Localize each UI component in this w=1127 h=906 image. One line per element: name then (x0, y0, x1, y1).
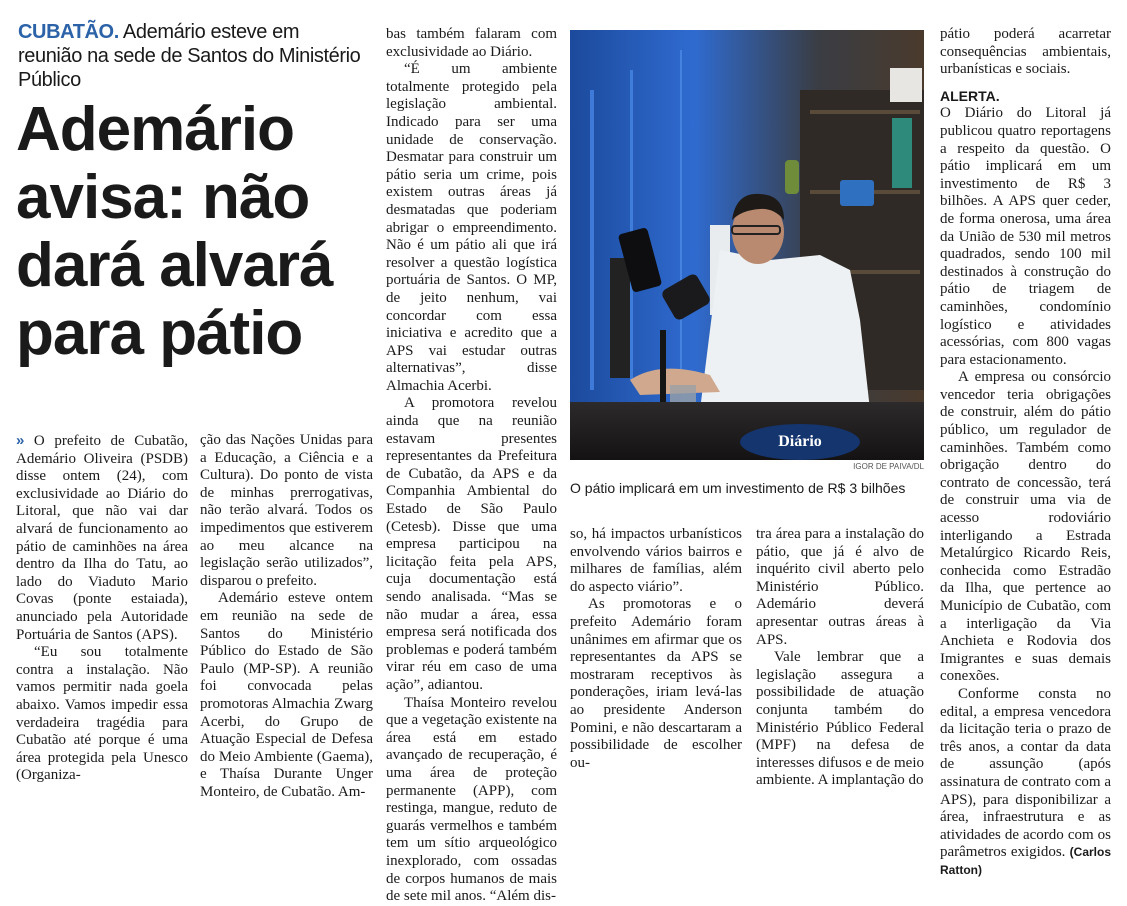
kicker-tag: CUBATÃO. (18, 21, 119, 43)
paragraph-text: O prefeito de Cubatão, Ademário Oliveira (PSDB) disse ontem (24), com exclusividade ao Diário do Litoral, que não vai dar alvará de funcionamento ao pátio de caminhões na área dentro da Ilha do Tatu, ao lado do Viaduto Mario Covas (ponte estaiada), anunciado pela Autoridade Portuária de Santos (APS). (16, 433, 189, 643)
kicker-text: Ademário esteve em reunião na sede de Santos do Ministério Público (18, 21, 361, 91)
photo-credit: IGOR DE PAIVA/DL (853, 462, 924, 471)
kicker (18, 20, 368, 92)
paragraph: “É um ambiente totalmente protegido pela legislação ambiental. Indicado para ser uma unidade de conservação. Desmatar para construir um pátio seria um crime, pois existem outras áreas já desmatadas que poderiam abrigar o empreendimento. Não é um pátio ali que irá resolver a questão logística portuária de Santos. O MP, de jeito nenhum, vai concordar com essa iniciativa e acredito que a APS vai estudar outras alternativas”, disse Almachia Acerbi. (386, 61, 557, 394)
paragraph: Thaísa Monteiro revelou que a vegetação existente na área está em estado avançado de recuperação, é uma área de proteção permanente (APP), com restinga, mangue, reduto de guarás vermelhos e também tem um sítio arqueológico inexplorado, com ossadas de corpos humanos de mais de sete mil anos. “Além dis- (386, 694, 557, 905)
byline: (Carlos Ratton) (940, 845, 1111, 877)
mug-logo-text: Diário (778, 433, 822, 450)
paragraph: A empresa ou consórcio vencedor teria obrigações de construir, além do pátio público, um regulador de caminhões. Também como obrigação dentro do contrato de concessão, terá de construir uma via de acesso rodoviário interligando a Estrada Metalúrgico Ricardo Reis, conhecida como Estradão da Ilha, que pertence ao Município de Cubatão, com a interligação da Via Anchieta e Rodovia dos Imigrantes e suas demais conexões. (940, 369, 1111, 685)
column-6 (940, 26, 1111, 880)
column-1 (16, 432, 188, 785)
photo-illustration (570, 30, 924, 460)
paragraph: “Eu sou totalmente contra a instalação. Não vamos permitir nada goela abaixo. Vamos impedir essa verdadeira tragédia para Cubatão até porque é uma área protegida pela Unesco (Organiza- (16, 644, 188, 784)
paragraph: Ademário esteve ontem em reunião na sede de Santos do Ministério Público do Estado de São Paulo (MP-SP). A reunião foi convocada pelas promotoras Almachia Zwarg Acerbi, do Grupo de Atuação Especial de Defesa do Meio Ambiente (Gaema), e Thaísa Durante Unger Monteiro, de Cubatão. Am- (200, 590, 373, 800)
photo-caption: O pátio implicará em um investimento de R$ 3 bilhões (570, 480, 906, 496)
column-3 (386, 26, 557, 906)
paragraph-text: Conforme consta no edital, a empresa vencedora da licitação teria o prazo de três anos, a contar da data de assunção (após assinatura de contrato com a APS), para disponibilizar a área, infraestrutura e as atividades de acordo com os parâmetros exigidos. (940, 685, 1111, 861)
article-photo (570, 30, 924, 460)
column-2 (200, 432, 373, 801)
paragraph: ção das Nações Unidas para a Educação, a Ciência e a Cultura). Do ponto de vista de minhas prerrogativas, não terão alvará. Todos os impedimentos que estiverem ao meu alcance na legislação serão utilizados”, disparou o prefeito. (200, 432, 373, 589)
article-start-marker: » (16, 432, 25, 449)
subhead-alerta: ALERTA. (940, 87, 1000, 104)
paragraph: so, há impactos urbanísticos envolvendo vários bairros e milhares de famílias, além do aspecto viário”. (570, 526, 742, 595)
column-4 (570, 526, 742, 772)
column-5 (756, 526, 924, 790)
paragraph: bas também falaram com exclusividade ao Diário. (386, 26, 557, 60)
paragraph: tra área para a instalação do pátio, que já é alvo de inquérito civil aberto pelo Ministério Público. Ademário deverá apresentar outras áreas à APS. (756, 526, 924, 648)
paragraph (16, 432, 188, 644)
paragraph: As promotoras e o prefeito Ademário foram unânimes em afirmar que os representantes da APS se mostraram receptivos às ponderações, iriam levá-las ao presidente Anderson Pomini, e não descartaram a possibilidade de escolher ou- (570, 596, 742, 771)
headline: Ademário avisa: não dará alvará para pátio (16, 95, 333, 368)
paragraph: O Diário do Litoral já publicou quatro reportagens a respeito da questão. O pátio implicará em um investimento de R$ 3 bilhões. A APS quer ceder, de forma onerosa, uma área da União de 530 mil metros quadrados, sendo 100 mil destinados à construção do pátio de triagem de caminhões, condomínio logístico e atividades acessórias, com 800 vagas para estacionamento. (940, 105, 1111, 368)
paragraph: pátio poderá acarretar consequências ambientais, urbanísticas e sociais. (940, 26, 1111, 78)
paragraph: A promotora revelou ainda que na reunião estavam presentes representantes da Prefeitura de Cubatão, da APS e da Companhia Ambiental do Estado de São Paulo (Cetesb). Disse que uma empresa participou na licitação feita pela APS, cuja documentação está sendo analisada. “Mas se não mudar a área, essa empresa será notificada dos problemas e poderá também virar réu em caso de uma ação”, adiantou. (386, 395, 557, 693)
paragraph (940, 686, 1111, 880)
paragraph: Vale lembrar que a legislação assegura a possibilidade de atuação conjunta também do Ministério Público Federal (MPF) na defesa de interesses difusos e de meio ambiente. A implantação do (756, 649, 924, 789)
